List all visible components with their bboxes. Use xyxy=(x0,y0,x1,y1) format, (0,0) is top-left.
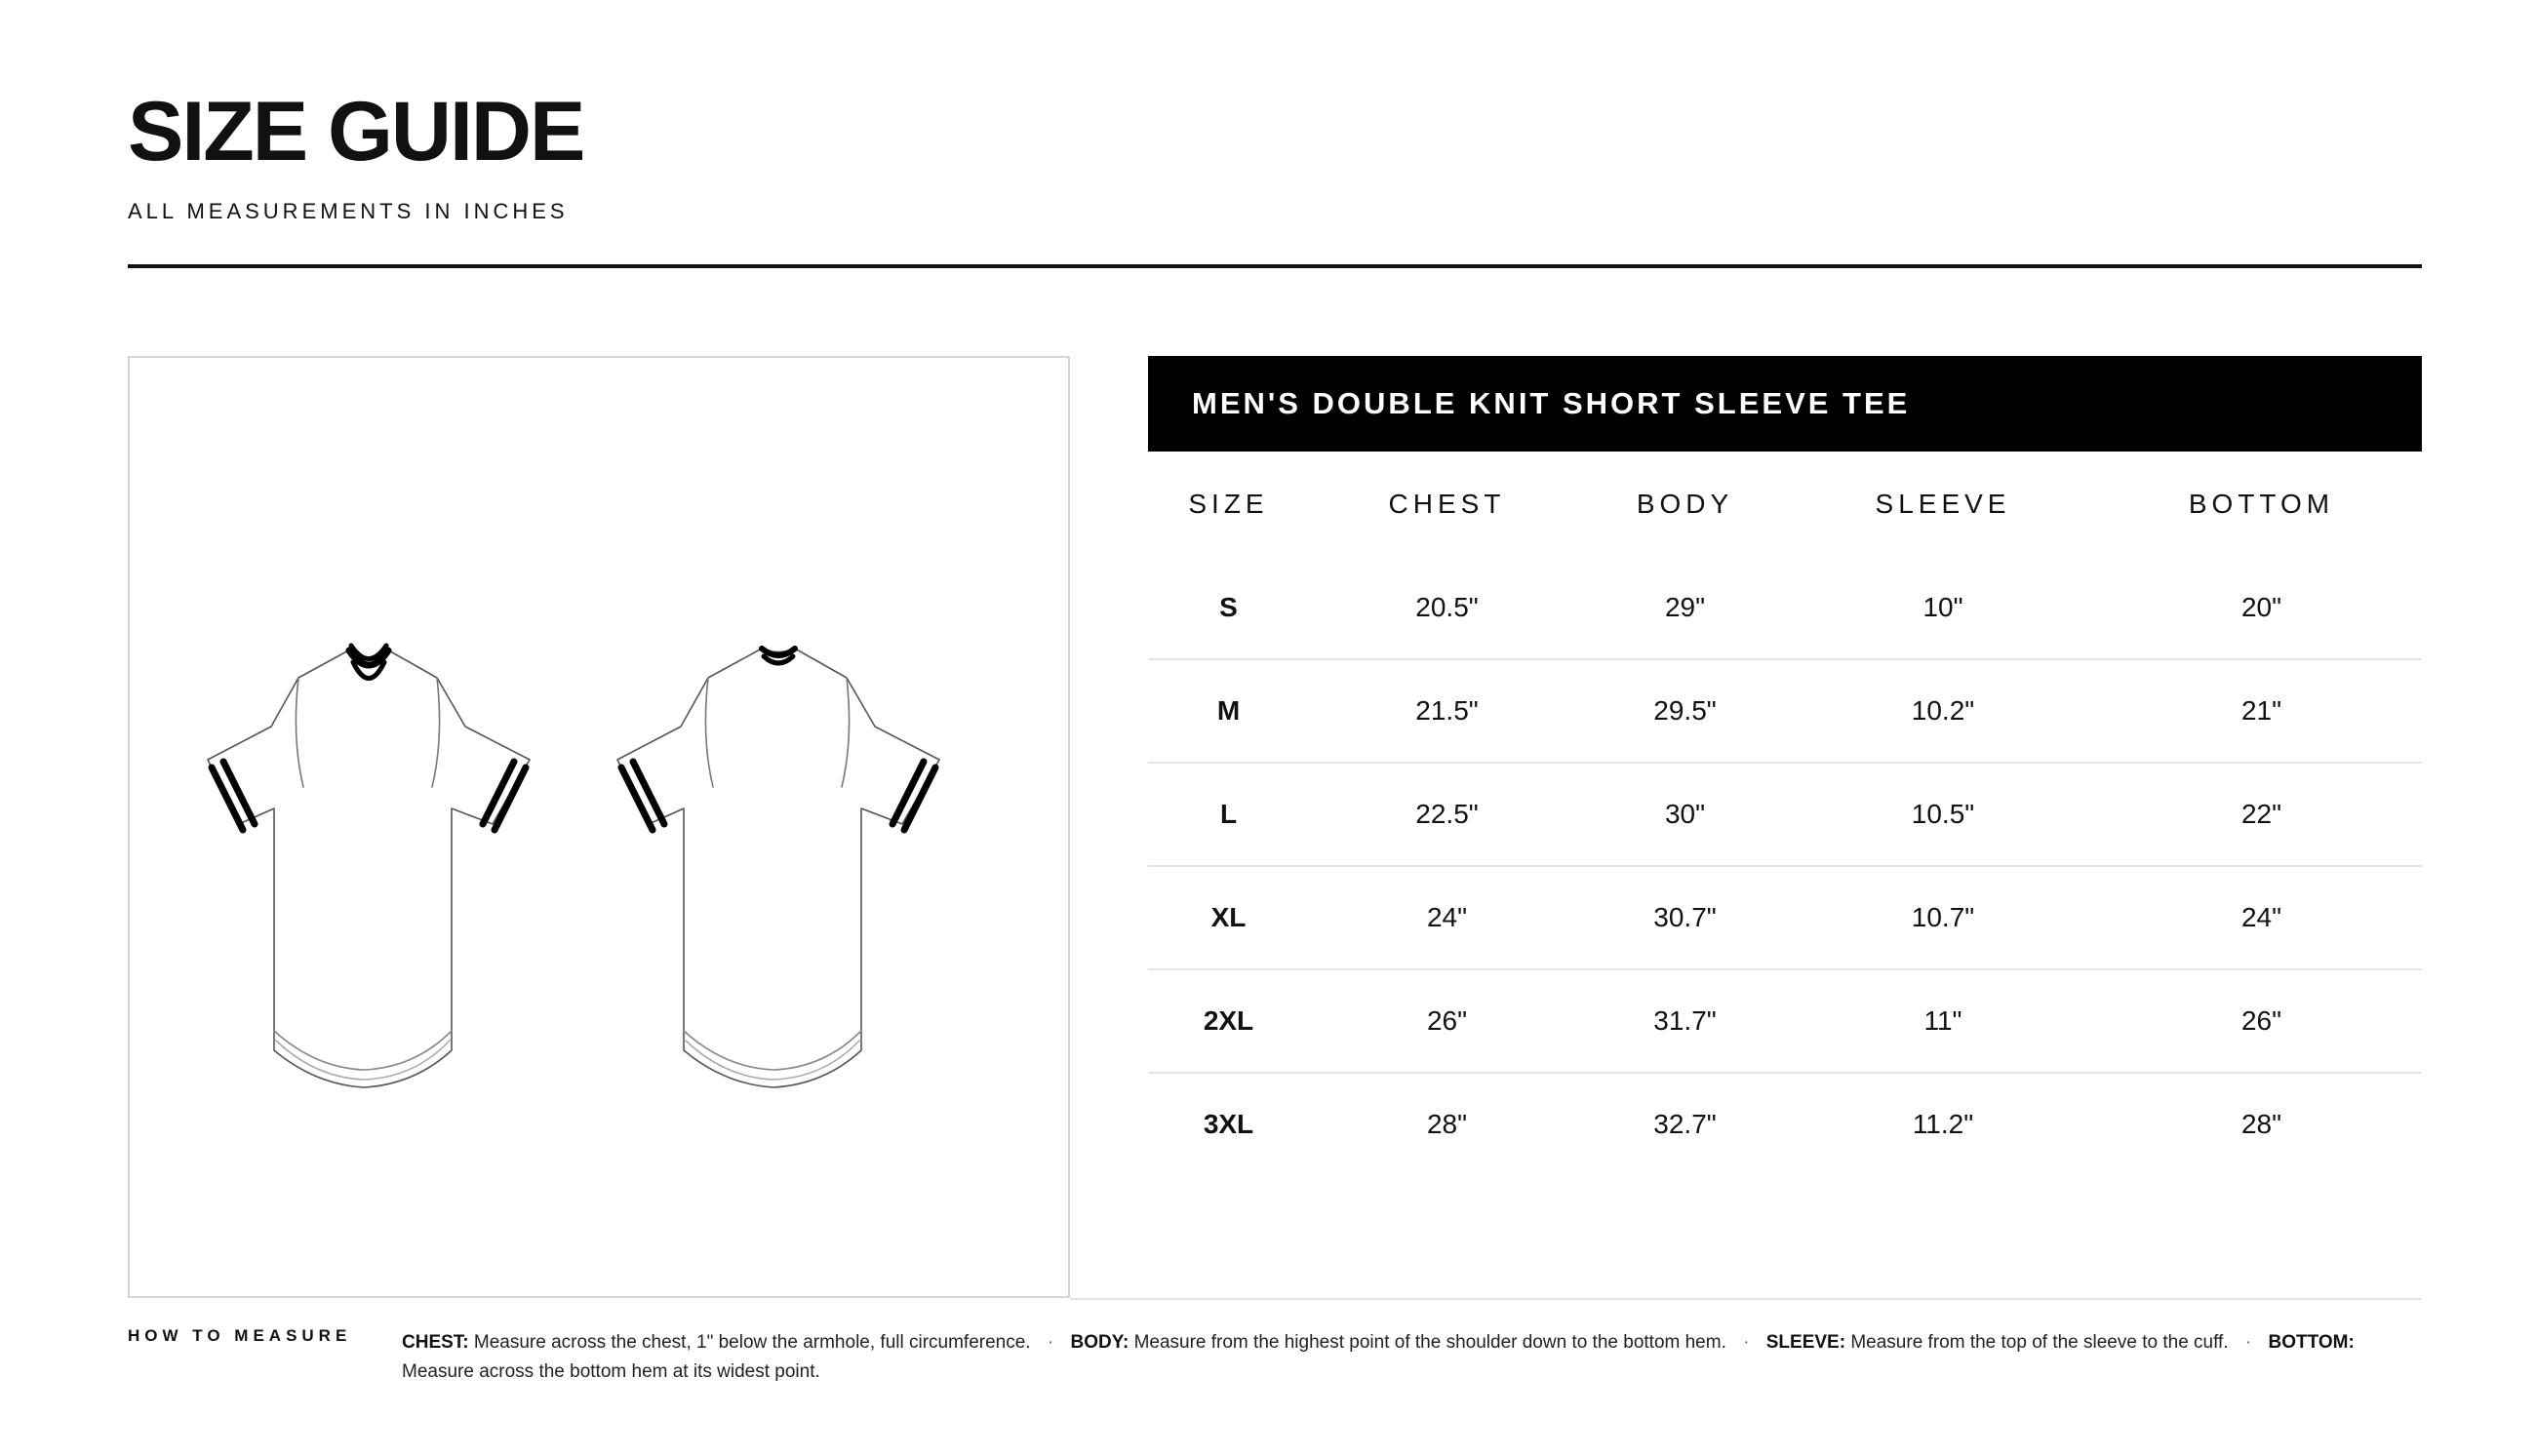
measure-desc-bottom: Measure across the bottom hem at its widest point. xyxy=(402,1361,820,1382)
measure-term-bottom: BOTTOM: xyxy=(2268,1332,2355,1353)
tshirt-front-view xyxy=(208,646,530,1087)
chest-cell: 22.5" xyxy=(1309,763,1585,866)
bottom-cell: 28" xyxy=(2101,1073,2422,1175)
column-header-size: SIZE xyxy=(1188,489,1269,519)
table-row xyxy=(1148,866,2422,969)
tshirt-illustration xyxy=(130,358,1068,1296)
table-row xyxy=(1148,1073,2422,1175)
how-to-measure-text xyxy=(402,1328,2422,1387)
header-divider xyxy=(128,264,2422,268)
size-table xyxy=(1148,452,2422,1175)
body-cell: 32.7" xyxy=(1585,1073,1785,1175)
body-cell: 30" xyxy=(1585,763,1785,866)
measure-desc-chest: Measure across the chest, 1" below the armhole, full circumference. xyxy=(473,1332,1031,1353)
table-header-row xyxy=(1148,452,2422,557)
chest-cell: 24" xyxy=(1309,866,1585,969)
column-header-body: BODY xyxy=(1636,489,1734,519)
page-header xyxy=(128,85,2422,223)
bottom-cell: 24" xyxy=(2101,866,2422,969)
body-cell: 29" xyxy=(1664,592,1706,622)
separator-dot: · xyxy=(1743,1332,1750,1353)
size-cell: S xyxy=(1219,592,1238,622)
size-cell: 2XL xyxy=(1148,969,1309,1073)
tshirt-back-view xyxy=(617,649,939,1087)
size-cell: L xyxy=(1148,763,1309,866)
table-row xyxy=(1148,763,2422,866)
sleeve-cell: 11" xyxy=(1785,969,2101,1073)
size-cell: M xyxy=(1148,659,1309,763)
column-header-bottom: BOTTOM xyxy=(2188,489,2335,519)
measure-term-chest: CHEST: xyxy=(402,1332,469,1353)
measure-term-body: BODY: xyxy=(1070,1332,1129,1353)
bottom-cell: 22" xyxy=(2101,763,2422,866)
chest-cell: 21.5" xyxy=(1309,659,1585,763)
body-cell: 30.7" xyxy=(1585,866,1785,969)
sleeve-cell: 10" xyxy=(1922,592,1963,622)
table-row xyxy=(1148,659,2422,763)
size-cell: XL xyxy=(1148,866,1309,969)
sleeve-cell: 10.7" xyxy=(1785,866,2101,969)
table-row xyxy=(1148,969,2422,1073)
chest-cell: 28" xyxy=(1309,1073,1585,1175)
page-subtitle: ALL MEASUREMENTS IN INCHES xyxy=(128,199,569,223)
column-header-sleeve: SLEEVE xyxy=(1875,489,2011,519)
bottom-cell: 20" xyxy=(2240,592,2282,622)
size-cell: 3XL xyxy=(1148,1073,1309,1175)
table-row xyxy=(1148,557,2422,659)
body-cell: 31.7" xyxy=(1585,969,1785,1073)
how-to-measure-label: HOW TO MEASURE xyxy=(128,1326,352,1345)
column-header-chest: CHEST xyxy=(1388,489,1506,519)
separator-dot: · xyxy=(2244,1332,2252,1353)
measure-desc-sleeve: Measure from the top of the sleeve to the cuff. xyxy=(1850,1332,2229,1353)
page-title: SIZE GUIDE xyxy=(128,85,584,178)
measure-desc-body: Measure from the highest point of the shoulder down to the bottom hem. xyxy=(1133,1332,1726,1353)
product-title-banner: MEN'S DOUBLE KNIT SHORT SLEEVE TEE xyxy=(1148,356,2422,452)
chest-cell: 26" xyxy=(1309,969,1585,1073)
bottom-cell: 26" xyxy=(2101,969,2422,1073)
size-chart xyxy=(1148,356,2422,1175)
body-cell: 29.5" xyxy=(1585,659,1785,763)
footer-divider xyxy=(1070,1298,2422,1300)
bottom-cell: 21" xyxy=(2101,659,2422,763)
product-illustration-panel xyxy=(128,356,1070,1298)
measure-term-sleeve: SLEEVE: xyxy=(1765,1332,1846,1353)
sleeve-cell: 10.5" xyxy=(1785,763,2101,866)
sleeve-cell: 10.2" xyxy=(1785,659,2101,763)
chest-cell: 20.5" xyxy=(1415,592,1479,622)
sleeve-cell: 11.2" xyxy=(1785,1073,2101,1175)
separator-dot: · xyxy=(1047,1332,1054,1353)
